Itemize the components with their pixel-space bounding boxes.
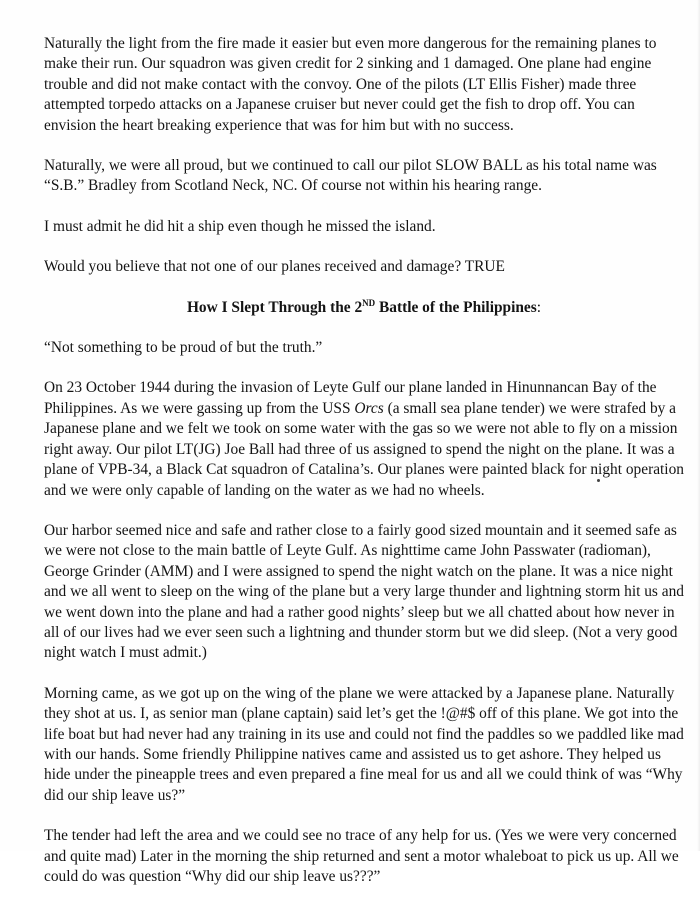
paragraph-leyte-gulf-text-rest: (a small sea plane tender) we were strafed by a Japanese plane and we felt we took on some water with the gas so we were not able to fly on a mission right away. Our pilot LT(JG) Joe Ball had three of us assigned to spend the night on the plane. It was a plane of VPB-34, a Black Cat squadron of Catalina’s. Our planes were painted black for night operation and we were only capable of landing on the water as we had no wheels. (44, 399, 684, 499)
document-body (44, 34, 684, 907)
paragraph-leyte-gulf (44, 378, 684, 500)
paragraph-fire-light: Naturally the light from the fire made it easier but even more dangerous for the remaining planes to make their run. Our squadron was given credit for 2 sinking and 1 damaged. One plane had engine trouble and did not make contact with the convoy. One of the pilots (LT Ellis Fisher) made three attempted torpedo attacks on a Japanese cruiser but never could get the fish to drop off. You can envision the heart breaking experience that was for him but with no success. (44, 35, 657, 134)
section-heading (44, 298, 684, 318)
ship-name: Orcs (354, 399, 384, 417)
paragraph-leyte-gulf-text: On 23 October 1944 during the invasion of Leyte Gulf our plane landed in Hinunnancan Bay of the Philippines. As we were gassing up from the USS (44, 379, 657, 417)
paragraph-hit-ship: I must admit he did hit a ship even though he missed the island. (44, 217, 436, 235)
scan-speck (597, 479, 600, 482)
paragraph-tender-returned: The tender had left the area and we could see no trace of any help for us. (Yes we were very concerned and quite mad) Later in the morning the ship returned and sent a motor whaleboat to pick us up. All we could do was question “Why did our ship leave us???” (44, 827, 679, 885)
paragraph-no-damage: Would you believe that not one of our planes received and damage? TRUE (44, 258, 505, 276)
heading-text-rest: Battle of the Philippines (375, 298, 537, 316)
paragraph-quote: “Not something to be proud of but the truth.” (44, 339, 323, 357)
paragraph-harbor-night: Our harbor seemed nice and safe and rather close to a fairly good sized mountain and it seemed safe as we were not close to the main battle of Leyte Gulf. As nighttime came John Passwater (radioman), George Grinder (AMM) and I were assigned to spend the night watch on the plane. It was a nice night and we all went to sleep on the wing of the plane but a very large thunder and lightning storm hit us and we went down into the plane and had a rather good nights’ sleep but we all chatted about how never in all of our lives had we ever seen such a lightning and thunder storm but we did sleep. (Not a very good night watch I must admit.) (44, 521, 684, 662)
heading-superscript: ND (362, 297, 376, 308)
heading-text: How I Slept Through the 2 (186, 298, 363, 316)
heading-colon: : (536, 298, 542, 316)
paragraph-slow-ball: Naturally, we were all proud, but we continued to call our pilot SLOW BALL as his total name was “S.B.” Bradley from Scotland Neck, NC. Of course not within his hearing range. (44, 157, 657, 195)
paragraph-morning-attack: Morning came, as we got up on the wing of the plane we were attacked by a Japanese plane. Naturally they shot at us. I, as senior man (plane captain) said let’s get the !@#$ off of this plane. We got into the life boat but had never had any training in its use and could not find the paddles so we paddled like mad with our hands. Some friendly Philippine natives came and assisted us to get ashore. They helped us hide under the pineapple trees and even prepared a fine meal for us and all we could think of was “Why did our ship leave us?” (44, 684, 684, 804)
